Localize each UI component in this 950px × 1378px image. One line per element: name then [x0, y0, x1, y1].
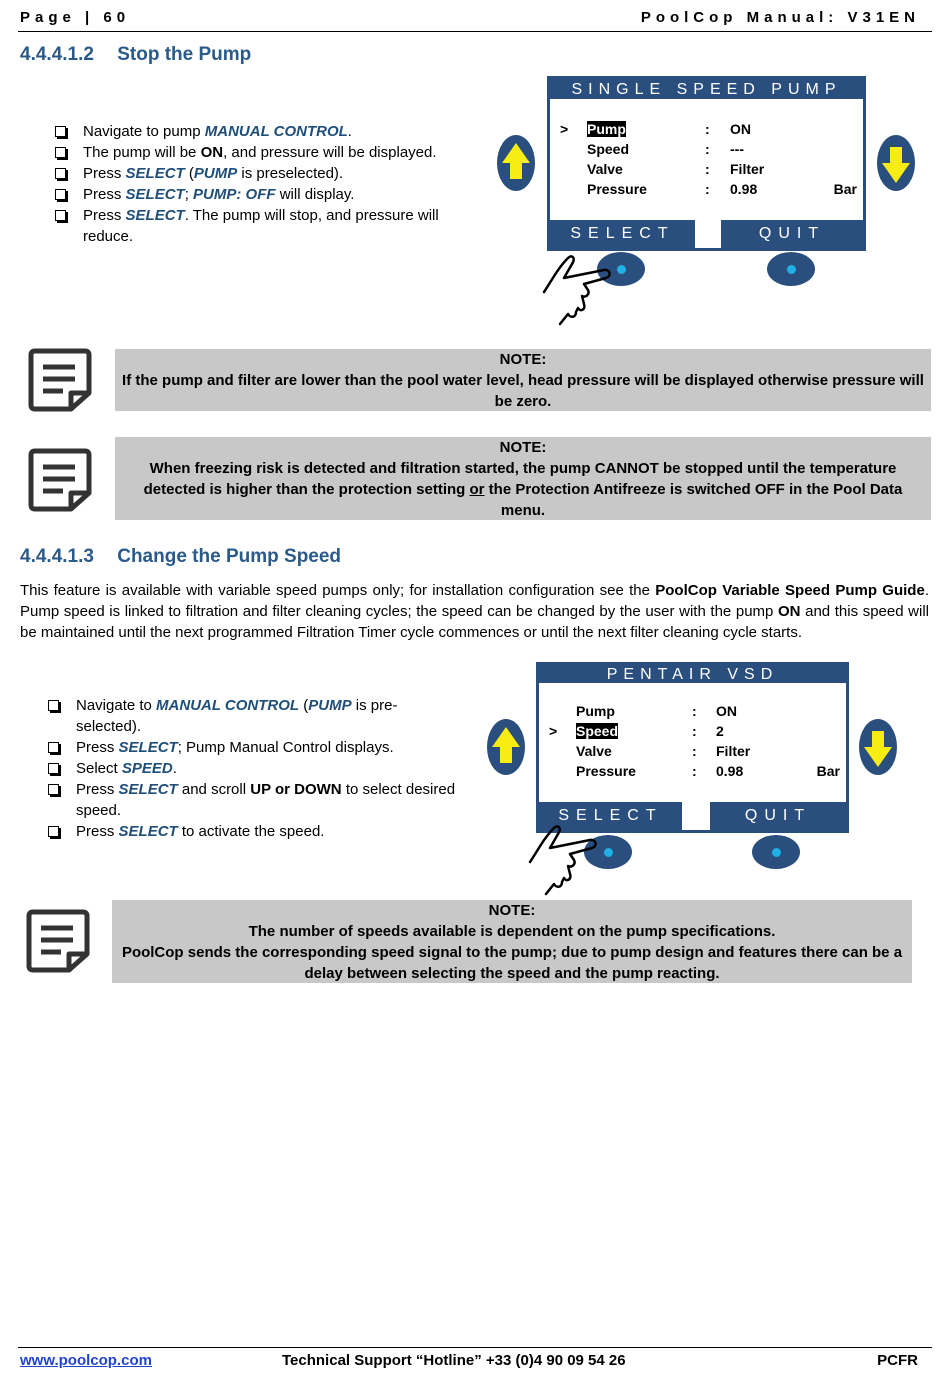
- manual-title: PoolCop Manual: V31EN: [640, 9, 920, 26]
- up-arrow-button[interactable]: [497, 135, 535, 191]
- note-heading: NOTE:: [488, 902, 536, 919]
- screen-rows: [539, 683, 846, 783]
- section-title: Stop the Pump: [117, 44, 252, 65]
- quit-knob-button[interactable]: [767, 252, 815, 286]
- down-arrow-button[interactable]: [877, 135, 915, 191]
- down-arrow-button[interactable]: [859, 719, 897, 775]
- row-label: Pressure: [576, 763, 636, 779]
- speed-description: This feature is available with variable speed pumps only; for installation configuration see the PoolCop Variable Speed Pump Guide. Pump speed is linked to filtration and filter cleaning cycles; the speed can be changed by the user with the pump ON and this speed will be maintained until the next programmed Filtration Timer cycle commences or until the next filter cleaning cycle starts.: [20, 582, 929, 641]
- row-label: Pump: [576, 703, 615, 719]
- section-number: 4.4.4.1.2: [20, 44, 94, 65]
- screen-rows: [550, 99, 863, 201]
- step-item: Press SELECT (PUMP is preselected).: [55, 163, 465, 184]
- screen-row: Valve : Filter: [587, 161, 765, 177]
- note-text: If the pump and filter are lower than the pool water level, head pressure will be displayed otherwise pressure will be zero.: [122, 372, 924, 410]
- note-text-line2: PoolCop sends the corresponding speed signal to the pump; due to pump design and features there can be a delay between selecting the speed and the pump reacting.: [121, 944, 903, 982]
- note-box-head-pressure: [115, 349, 931, 411]
- cursor-marker: >: [549, 723, 558, 739]
- row-value: Filter: [730, 161, 765, 177]
- quit-soft-label: QUIT: [721, 220, 863, 248]
- pointing-hand-icon: [538, 252, 618, 332]
- section-number: 4.4.4.1.3: [20, 546, 94, 567]
- row-label: Pump: [587, 121, 626, 137]
- quit-knob-button[interactable]: [752, 835, 800, 869]
- row-value: 0.98: [730, 181, 758, 197]
- step-item: Press SELECT. The pump will stop, and pressure will reduce.: [55, 205, 465, 247]
- row-value: ---: [730, 141, 744, 157]
- row-unit: Bar: [816, 763, 840, 779]
- screen-row: Valve : Filter: [576, 743, 751, 759]
- note-text: When freezing risk is detected and filtration started, the pump CANNOT be stopped until the temperature detected is higher than the protection setting or the Protection Antifreeze is switched OFF in the Pool Data menu.: [143, 460, 903, 519]
- note-text-line1: The number of speeds available is dependent on the pump specifications.: [248, 923, 776, 940]
- row-value: ON: [730, 121, 751, 137]
- note-icon: [25, 908, 91, 974]
- section-title: Change the Pump Speed: [117, 546, 342, 567]
- screen-title: SINGLE SPEED PUMP: [550, 79, 863, 99]
- arrow-up-icon: [487, 719, 525, 775]
- lcd-screen-single-speed: [547, 76, 866, 251]
- checkbox-bullet-icon: [55, 147, 66, 158]
- footer-rule: [18, 1347, 932, 1348]
- screen-row: Pressure : 0.98 Bar: [576, 763, 840, 779]
- checkbox-bullet-icon: [55, 189, 66, 200]
- doc-code: PCFR: [877, 1352, 918, 1369]
- cursor-marker: >: [560, 121, 569, 137]
- note-icon: [27, 447, 93, 513]
- website-link[interactable]: www.poolcop.com: [20, 1352, 152, 1369]
- row-value: Filter: [716, 743, 751, 759]
- row-label: Speed: [576, 723, 619, 739]
- screen-row: Pump : ON: [576, 703, 737, 719]
- checkbox-bullet-icon: [48, 763, 59, 774]
- change-speed-steps: [48, 695, 456, 842]
- step-item: Press SELECT; PUMP: OFF will display.: [55, 184, 465, 205]
- stop-pump-steps: [55, 121, 465, 247]
- quit-soft-label: QUIT: [710, 802, 846, 830]
- step-item: Press SELECT to activate the speed.: [48, 821, 456, 842]
- row-value: 2: [716, 723, 724, 739]
- arrow-up-icon: [497, 135, 535, 191]
- page-number: Page | 60: [20, 9, 131, 26]
- screen-row: > Speed : 2: [549, 723, 724, 739]
- row-unit: Bar: [833, 181, 857, 197]
- support-hotline: Technical Support “Hotline” +33 (0)4 90 09 54 26: [282, 1352, 626, 1369]
- select-soft-label: SELECT: [539, 802, 682, 830]
- step-item: Press SELECT; Pump Manual Control displays.: [48, 737, 456, 758]
- row-label: Valve: [587, 161, 623, 177]
- select-soft-label: SELECT: [550, 220, 695, 248]
- note-heading: NOTE:: [499, 439, 547, 456]
- step-item: Press SELECT and scroll UP or DOWN to select desired speed.: [48, 779, 456, 821]
- header-rule: [18, 31, 932, 32]
- note-heading: NOTE:: [499, 351, 547, 368]
- step-item: The pump will be ON, and pressure will be displayed.: [55, 142, 465, 163]
- row-label: Valve: [576, 743, 612, 759]
- screen-row: Pressure : 0.98 Bar: [587, 181, 857, 197]
- screen-row: > Pump : ON: [560, 121, 751, 137]
- note-box-freezing: [115, 437, 931, 520]
- row-value: ON: [716, 703, 737, 719]
- step-item: Navigate to MANUAL CONTROL (PUMP is pre-selected).: [48, 695, 456, 737]
- section-heading-change-speed: [20, 546, 341, 568]
- note-box-speed-signal: [112, 900, 912, 983]
- screen-row: Speed : ---: [587, 141, 744, 157]
- lcd-screen-pentair-vsd: [536, 662, 849, 833]
- row-label: Speed: [587, 141, 630, 157]
- screen-title: PENTAIR VSD: [539, 665, 846, 683]
- arrow-down-icon: [877, 135, 915, 191]
- arrow-down-icon: [859, 719, 897, 775]
- row-value: 0.98: [716, 763, 744, 779]
- row-label: Pressure: [587, 181, 647, 197]
- checkbox-bullet-icon: [48, 700, 59, 711]
- up-arrow-button[interactable]: [487, 719, 525, 775]
- checkbox-bullet-icon: [55, 126, 66, 137]
- checkbox-bullet-icon: [55, 210, 66, 221]
- checkbox-bullet-icon: [48, 826, 59, 837]
- step-item: Select SPEED.: [48, 758, 456, 779]
- section-heading-stop-pump: [20, 44, 251, 66]
- step-item: Navigate to pump MANUAL CONTROL.: [55, 121, 465, 142]
- checkbox-bullet-icon: [55, 168, 66, 179]
- note-icon: [27, 347, 93, 413]
- checkbox-bullet-icon: [48, 784, 59, 795]
- pointing-hand-icon: [524, 822, 604, 902]
- checkbox-bullet-icon: [48, 742, 59, 753]
